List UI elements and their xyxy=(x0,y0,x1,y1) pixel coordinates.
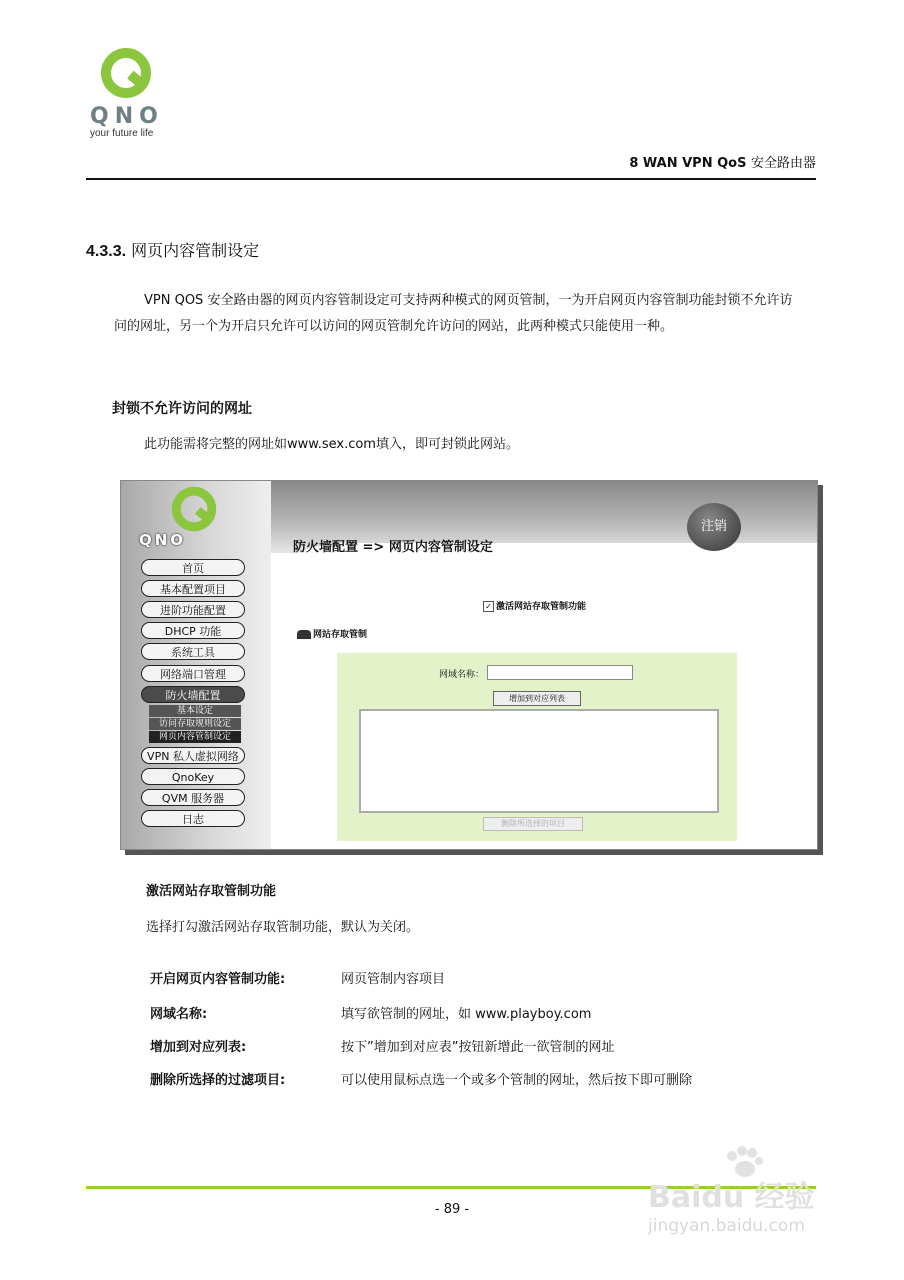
menu-vpn[interactable]: VPN 私人虚拟网络 xyxy=(141,747,245,764)
term-add-to-list: 增加到对应列表: xyxy=(150,1040,247,1055)
subsection-title: 封锁不允许访问的网址 xyxy=(112,401,252,417)
enable-web-control-checkbox[interactable]: ✓ xyxy=(483,601,494,612)
qno-logo-icon xyxy=(169,485,219,533)
page-number: - 89 - xyxy=(434,1202,470,1217)
desc-delete-selected: 可以使用鼠标点选一个或多个管制的网址，然后按下即可删除 xyxy=(341,1073,693,1088)
logout-button[interactable]: 注销 xyxy=(687,503,741,551)
delete-selected-button[interactable]: 删除所选择的项目 xyxy=(483,817,583,831)
menu-system-tools[interactable]: 系统工具 xyxy=(141,643,245,660)
menu-basic-config[interactable]: 基本配置项目 xyxy=(141,580,245,597)
logo-wordmark: QNO xyxy=(90,104,164,129)
screenshot-page-title: 防火墙配置 => 网页内容管制设定 xyxy=(293,540,493,555)
enable-web-control-row xyxy=(483,599,586,612)
add-to-list-button[interactable]: 增加到对应列表 xyxy=(493,691,581,706)
section-title xyxy=(86,238,259,261)
term-enable-control: 开启网页内容管制功能: xyxy=(150,972,286,987)
submenu-web-content-control[interactable]: 网页内容管制设定 xyxy=(149,731,241,743)
section-number: 4.3.3. xyxy=(86,243,127,260)
folder-tab-icon xyxy=(297,630,311,639)
description-heading: 激活网站存取管制功能 xyxy=(146,884,277,899)
screenshot-logo-wordmark: QNO xyxy=(139,531,187,549)
blocked-sites-listbox[interactable] xyxy=(359,709,719,813)
term-domain-name: 网域名称: xyxy=(150,1007,208,1022)
watermark-url: jingyan.baidu.com xyxy=(648,1216,805,1236)
qno-logo-icon xyxy=(98,46,154,100)
submenu-access-rules[interactable]: 访问存取规则设定 xyxy=(149,718,241,730)
domain-name-label: 网域名称： xyxy=(439,670,485,680)
doc-title-cjk: 安全路由器 xyxy=(750,156,816,171)
menu-port-management[interactable]: 网络端口管理 xyxy=(141,665,245,682)
submenu-basic-settings[interactable]: 基本设定 xyxy=(149,705,241,717)
enable-web-control-label: 激活网站存取管制功能 xyxy=(496,602,587,612)
menu-firewall[interactable]: 防火墙配置 xyxy=(141,686,245,703)
doc-title-latin: 8 WAN VPN QoS xyxy=(629,156,747,171)
menu-advanced[interactable]: 进阶功能配置 xyxy=(141,601,245,618)
subsection-text: 此功能需将完整的网址如www.sex.com填入，即可封锁此网站。 xyxy=(144,437,519,452)
watermark-brand: Baidu 经验 xyxy=(648,1180,815,1215)
header-divider xyxy=(86,178,816,180)
menu-log[interactable]: 日志 xyxy=(141,810,245,827)
section-title-text: 网页内容管制设定 xyxy=(131,241,260,260)
intro-paragraph: VPN QOS 安全路由器的网页内容管制设定可支持两种模式的网页管制，一为开启网页内容管制功能封锁不允许访问的网址，另一个为开启只允许可以访问的网页管制允许访问的网站，此两种模式只能使用一种。 xyxy=(114,293,793,334)
document-header xyxy=(629,152,816,171)
logo-tagline: your future life xyxy=(90,128,154,139)
panel-label-text: 网站存取管制 xyxy=(313,630,368,640)
panel-label xyxy=(297,627,367,640)
desc-domain-name: 填写欲管制的网址，如 www.playboy.com xyxy=(341,1007,592,1022)
desc-enable-control: 网页管制内容项目 xyxy=(341,972,446,987)
menu-qvm[interactable]: QVM 服务器 xyxy=(141,789,245,806)
description-text: 选择打勾激活网站存取管制功能，默认为关闭。 xyxy=(146,920,420,935)
term-delete-selected: 删除所选择的过滤项目: xyxy=(150,1073,286,1088)
router-ui-screenshot xyxy=(120,480,818,850)
menu-home[interactable]: 首页 xyxy=(141,559,245,576)
desc-add-to-list: 按下”增加到对应表”按钮新增此一欲管制的网址 xyxy=(341,1040,615,1055)
domain-name-input[interactable] xyxy=(487,665,633,680)
menu-qnokey[interactable]: QnoKey xyxy=(141,768,245,785)
menu-dhcp[interactable]: DHCP 功能 xyxy=(141,622,245,639)
